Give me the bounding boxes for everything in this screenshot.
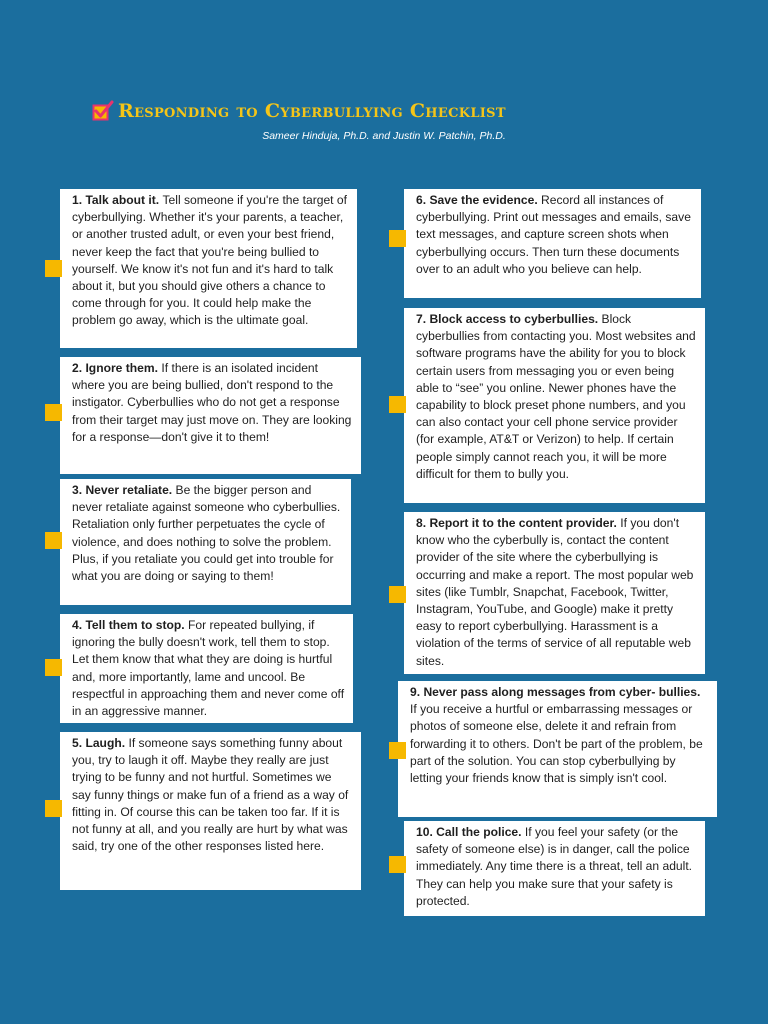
card-body: Be the bigger person and never retaliate against someone who cyberbullies. Retaliation only further perpetuates the cycle of violence, and does nothing to solve the problem. Plus, if you retaliate you could get into trouble for what you are doing or saying to them! (72, 483, 341, 584)
card-heading: 2. Ignore them. (72, 361, 162, 375)
card-body: If you receive a hurtful or embarrassing messages or photos of someone else, delete it and refrain from forwarding it to others. Don't be part of the problem, be part of the solution. You can stop cyberbullying by letting your friends know that is simply isn't cool. (410, 702, 703, 786)
checkbox-marker-8[interactable] (389, 586, 406, 603)
checklist-card-10 (404, 821, 705, 916)
checklist-card-8 (404, 512, 705, 674)
checklist-card-9 (398, 681, 717, 817)
checked-box-icon (92, 100, 112, 122)
checkbox-marker-10[interactable] (389, 856, 406, 873)
checklist-card-5 (60, 732, 361, 890)
checkbox-marker-7[interactable] (389, 396, 406, 413)
card-heading: 3. Never retaliate. (72, 483, 176, 497)
card-body: If you don't know who the cyberbully is, contact the content provider of the site where the cyberbullying is occurring and make a report. The most popular web sites (like Tumblr, Snapchat, Facebook, Twitter, Instagram, YouTube, and Google) make it pretty easy to report cyberbullying. Harassment is a violation of the terms of service of all reputable web sites. (416, 516, 694, 668)
checkbox-marker-2[interactable] (45, 404, 62, 421)
checklist-card-3 (60, 479, 351, 605)
card-heading: 8. Report it to the content provider. (416, 516, 621, 530)
card-heading: 7. Block access to cyberbullies. (416, 312, 602, 326)
card-body: If there is an isolated incident where you are being bullied, don't respond to the instigator. Cyberbullies who do not get a response from their target may just move on. They are looking for a response—don't give it to them! (72, 361, 352, 444)
card-body: Tell someone if you're the target of cyberbullying. Whether it's your parents, a teacher, or another trusted adult, or even your best friend, never keep the fact that you're being bullied to yourself. We know it's not fun and it's hard to talk about it, but you should give others a chance to come through for you. It could help make the problem go away, which is the ultimate goal. (72, 193, 347, 328)
card-heading: 6. Save the evidence. (416, 193, 542, 207)
checkbox-marker-5[interactable] (45, 800, 62, 817)
checkbox-marker-1[interactable] (45, 260, 62, 277)
checkbox-marker-3[interactable] (45, 532, 62, 549)
checklist-card-4 (60, 614, 353, 723)
checklist-card-2 (60, 357, 361, 474)
title-row (92, 94, 692, 128)
card-heading: 5. Laugh. (72, 736, 129, 750)
card-heading: 1. Talk about it. (72, 193, 163, 207)
checkbox-marker-4[interactable] (45, 659, 62, 676)
checklist-card-1 (60, 189, 357, 348)
card-heading: 9. Never pass along messages from cyber- bullies. (410, 685, 701, 699)
card-body: Record all instances of cyberbullying. Print out messages and emails, save text messages, and capture screen shots when cyberbullying occurs. Then turn these documents over to an adult who you believe can help. (416, 193, 691, 276)
checkbox-marker-9[interactable] (389, 742, 406, 759)
card-body: Block cyberbullies from contacting you. Most websites and software programs have the ability for you to block certain users from messaging you or even being able to “see” you online. Newer phones have the capability to block preset phone numbers, and you can also contact your cell phone service provider (for example, AT&T or Verizon) to help. If certain people simply cannot reach you, it will be more difficult for them to bully you. (416, 312, 696, 481)
checkbox-marker-6[interactable] (389, 230, 406, 247)
page-title: Responding to Cyberbullying Checklist (118, 100, 506, 122)
authors-byline: Sameer Hinduja, Ph.D. and Justin W. Patchin, Ph.D. (262, 130, 506, 142)
card-body: If someone says something funny about you, try to laugh it off. Maybe they really are just trying to be funny and not hurtful. Sometimes we say funny things or make fun of a friend as a way of fitting in. Of course this can be taken too far. If it is not funny at all, and you really are hurt by what was said, try one of the other responses listed here. (72, 736, 349, 854)
checklist-card-7 (404, 308, 705, 503)
card-body: For repeated bullying, if ignoring the bully doesn't work, tell them to stop. Let them know that what they are doing is hurtful and, more importantly, lame and uncool. Be respectful in approaching them and never come off in an aggressive manner. (72, 618, 345, 719)
checklist-card-6 (404, 189, 701, 298)
card-body: If you feel your safety (or the safety of someone else) is in danger, call the police immediately. Any time there is a threat, tell an adult. They can help you make sure that your safety is protected. (416, 825, 693, 908)
card-heading: 4. Tell them to stop. (72, 618, 189, 632)
card-heading: 10. Call the police. (416, 825, 525, 839)
